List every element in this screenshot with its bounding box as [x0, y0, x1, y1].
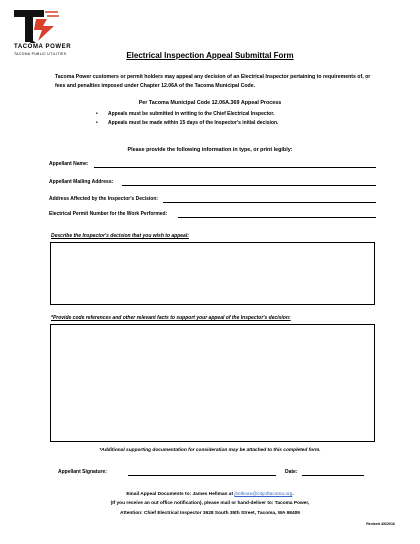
- email-link[interactable]: jhellman@cityoftacoma.org: [234, 492, 293, 497]
- decision-textarea[interactable]: [50, 242, 375, 305]
- policy-list: [96, 110, 278, 128]
- info-instructions: Please provide the following information in type, or print legibly:: [127, 147, 293, 153]
- facts-textarea[interactable]: [50, 324, 375, 442]
- footer-email-line: [0, 492, 420, 497]
- footer-email-prefix: Email Appeal Documents to: James Hellman at: [126, 492, 235, 497]
- logo-brand-text: TACOMA POWER: [14, 44, 72, 50]
- intro-paragraph: Tacoma Power customers or permit holders may appeal any decision of an Electrical Inspector pertaining to requirements of, or fees and penalties imposed under Chapter 12.06A of the Tacoma Municipal Code.: [55, 74, 371, 89]
- policy-item: • Appeals must be made within 15 days of the Inspector's initial decision.: [96, 119, 278, 128]
- policy-heading: Per Tacoma Municipal Code 12.06A.369 Appeal Process: [138, 100, 282, 106]
- footer-address-line: Attention: Chief Electrical Inspector 3628 South 35th Street, Tacoma, WA 98409: [120, 511, 300, 516]
- permit-number-line[interactable]: [178, 217, 376, 218]
- signature-line[interactable]: [128, 475, 276, 476]
- supporting-docs-note: *Additional supporting documentation for consideration may be attached to this completed form.: [99, 448, 321, 453]
- permit-number-label: Electrical Permit Number for the Work Performed:: [49, 211, 168, 217]
- policy-item: • Appeals must be submitted in writing to the Chief Electrical Inspector.: [96, 110, 278, 119]
- decision-label: Describe the Inspector's decision that you wish to appeal:: [51, 233, 189, 239]
- mailing-address-label: Appellant Mailing Address:: [49, 179, 114, 185]
- date-label: Date:: [285, 469, 298, 475]
- footer-mail-line: (If you receive an out office notification), please mail or hand-deliver to: Tacoma Power,: [110, 501, 310, 506]
- date-line[interactable]: [302, 475, 364, 476]
- tacoma-power-logo-mark: [14, 10, 60, 44]
- address-affected-label: Address Affected by the Inspector's Decision:: [49, 196, 159, 202]
- mailing-address-line[interactable]: [122, 185, 376, 186]
- signature-label: Appellant Signature:: [58, 469, 107, 475]
- facts-label: *Provide code references and other relevant facts to support your appeal of the Inspector's decision:: [51, 315, 291, 321]
- form-title: Electrical Inspection Appeal Submittal Form: [126, 51, 294, 60]
- footer-email-suffix: .: [292, 492, 294, 497]
- logo-tagline: TACOMA PUBLIC UTILITIES: [14, 52, 67, 56]
- revised-date: Revised 4/6/2016: [366, 522, 395, 526]
- address-affected-line[interactable]: [163, 202, 376, 203]
- appellant-name-line[interactable]: [94, 167, 376, 168]
- appellant-name-label: Appellant Name:: [49, 161, 89, 167]
